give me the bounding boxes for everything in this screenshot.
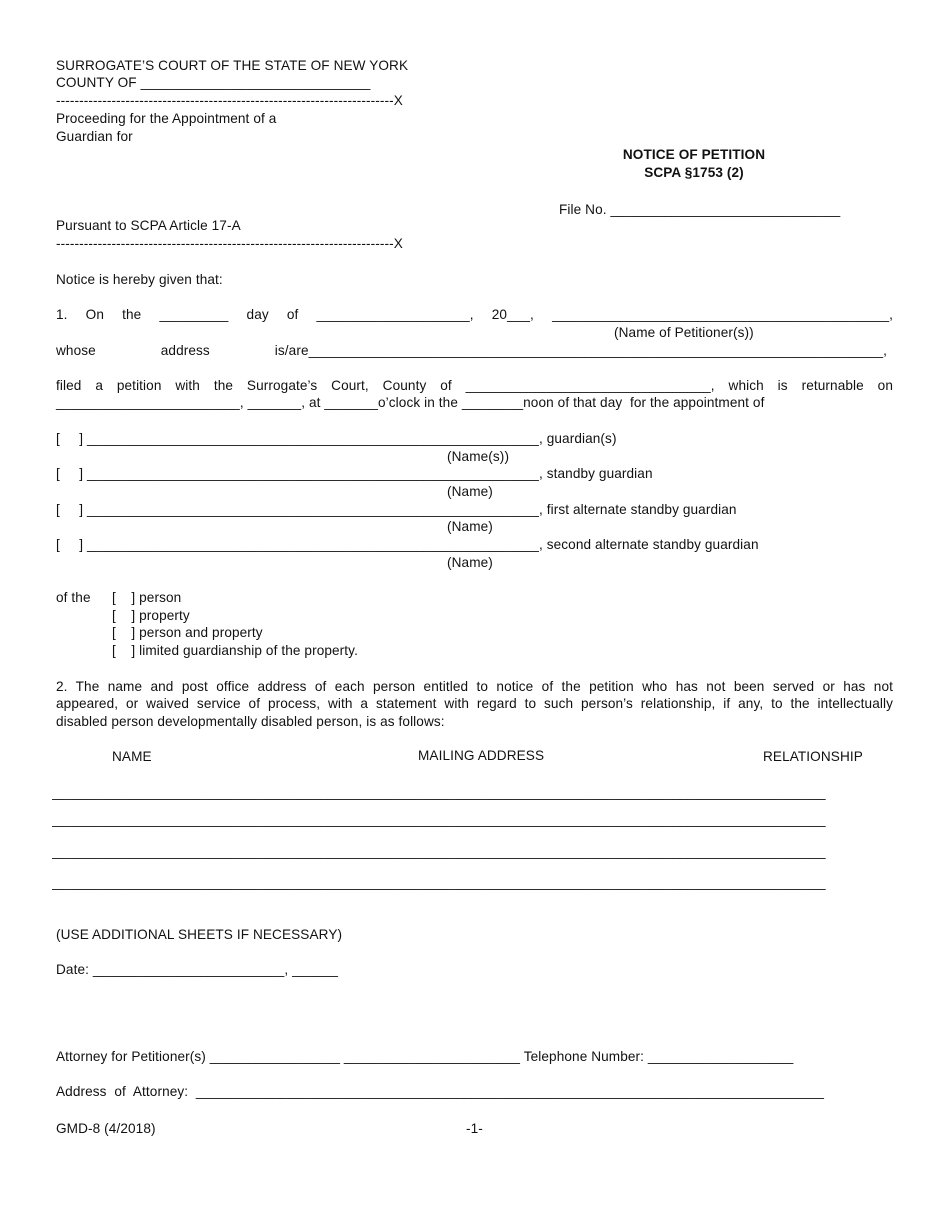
petitioner-caption: (Name of Petitioner(s)): [614, 325, 754, 340]
caption-divider-top: -------------------------------------------------------------------------X: [56, 93, 403, 108]
document-title: NOTICE OF PETITION: [622, 147, 766, 162]
of-the-label: of the: [56, 590, 91, 605]
date-petitioner-line[interactable]: 1. On the _________ day of ____________________, 20___, ____________________________________________,: [56, 307, 893, 322]
guardian-caption: (Name(s)): [447, 449, 510, 464]
option-person-and-property-checkbox[interactable]: [ ] person and property: [112, 625, 263, 640]
standby-guardian-caption: (Name): [447, 484, 493, 499]
address-field[interactable]: whose address is/are___________________________________________________________________________,: [56, 343, 887, 358]
second-alternate-caption: (Name): [447, 555, 493, 570]
option-person-checkbox[interactable]: [ ] person: [112, 590, 182, 605]
proceeding-text-2: Guardian for: [56, 129, 133, 144]
additional-sheets-note: (USE ADDITIONAL SHEETS IF NECESSARY): [56, 927, 343, 942]
option-limited-guardianship-checkbox[interactable]: [ ] limited guardianship of the property.: [112, 643, 358, 658]
court-name: SURROGATE’S COURT OF THE STATE OF NEW YORK: [56, 58, 409, 73]
pursuant-text: Pursuant to SCPA Article 17-A: [56, 218, 241, 233]
option-property-checkbox[interactable]: [ ] property: [112, 608, 190, 623]
para2-line-3: disabled person developmentally disabled person, is as follows:: [56, 714, 445, 729]
filed-petition-line-2[interactable]: ________________________, _______, at _______o’clock in the ________noon of that day for the appointment of: [56, 395, 765, 410]
para2-line-1: 2. The name and post office address of each person entitled to notice of the petition who has not been served or has not: [56, 679, 893, 694]
first-alternate-checkbox-line[interactable]: [ ] ___________________________________________________________, first alternate standby guardian: [56, 502, 737, 517]
table-row[interactable]: _____________________________________________________________________________________________________: [52, 844, 826, 859]
attorney-telephone-line[interactable]: Attorney for Petitioner(s) _________________ _______________________ Telephone Number: ___________________: [56, 1049, 794, 1064]
file-number-field[interactable]: File No. ______________________________: [559, 202, 841, 217]
county-field[interactable]: COUNTY OF ______________________________: [56, 75, 371, 90]
date-field[interactable]: Date: _________________________, ______: [56, 962, 339, 977]
standby-guardian-checkbox-line[interactable]: [ ] ___________________________________________________________, standby guardian: [56, 466, 653, 481]
filed-petition-line-1[interactable]: filed a petition with the Surrogate’s Court, County of ________________________________, which is returnable on: [56, 378, 893, 393]
document-subtitle: SCPA §1753 (2): [644, 165, 744, 180]
form-identifier: GMD-8 (4/2018): [56, 1121, 156, 1136]
first-alternate-caption: (Name): [447, 519, 493, 534]
page-number: -1-: [466, 1121, 483, 1136]
attorney-address-field[interactable]: Address of Attorney: __________________________________________________________________________________: [56, 1084, 825, 1099]
table-row[interactable]: _____________________________________________________________________________________________________: [52, 785, 826, 800]
second-alternate-checkbox-line[interactable]: [ ] ___________________________________________________________, second alternate standby guardian: [56, 537, 759, 552]
notice-intro: Notice is hereby given that:: [56, 272, 223, 287]
column-header-mailing-address: MAILING ADDRESS: [418, 748, 545, 763]
proceeding-text-1: Proceeding for the Appointment of a: [56, 111, 277, 126]
para2-line-2: appeared, or waived service of process, with a statement with regard to such person’s relationship, if any, to the intellectually: [56, 696, 893, 711]
caption-divider-bottom: -------------------------------------------------------------------------X: [56, 236, 403, 251]
column-header-name: NAME: [112, 749, 152, 764]
column-header-relationship: RELATIONSHIP: [763, 749, 863, 764]
table-row[interactable]: _____________________________________________________________________________________________________: [52, 875, 826, 890]
guardian-checkbox-line[interactable]: [ ] ___________________________________________________________, guardian(s): [56, 431, 617, 446]
table-row[interactable]: _____________________________________________________________________________________________________: [52, 812, 826, 827]
